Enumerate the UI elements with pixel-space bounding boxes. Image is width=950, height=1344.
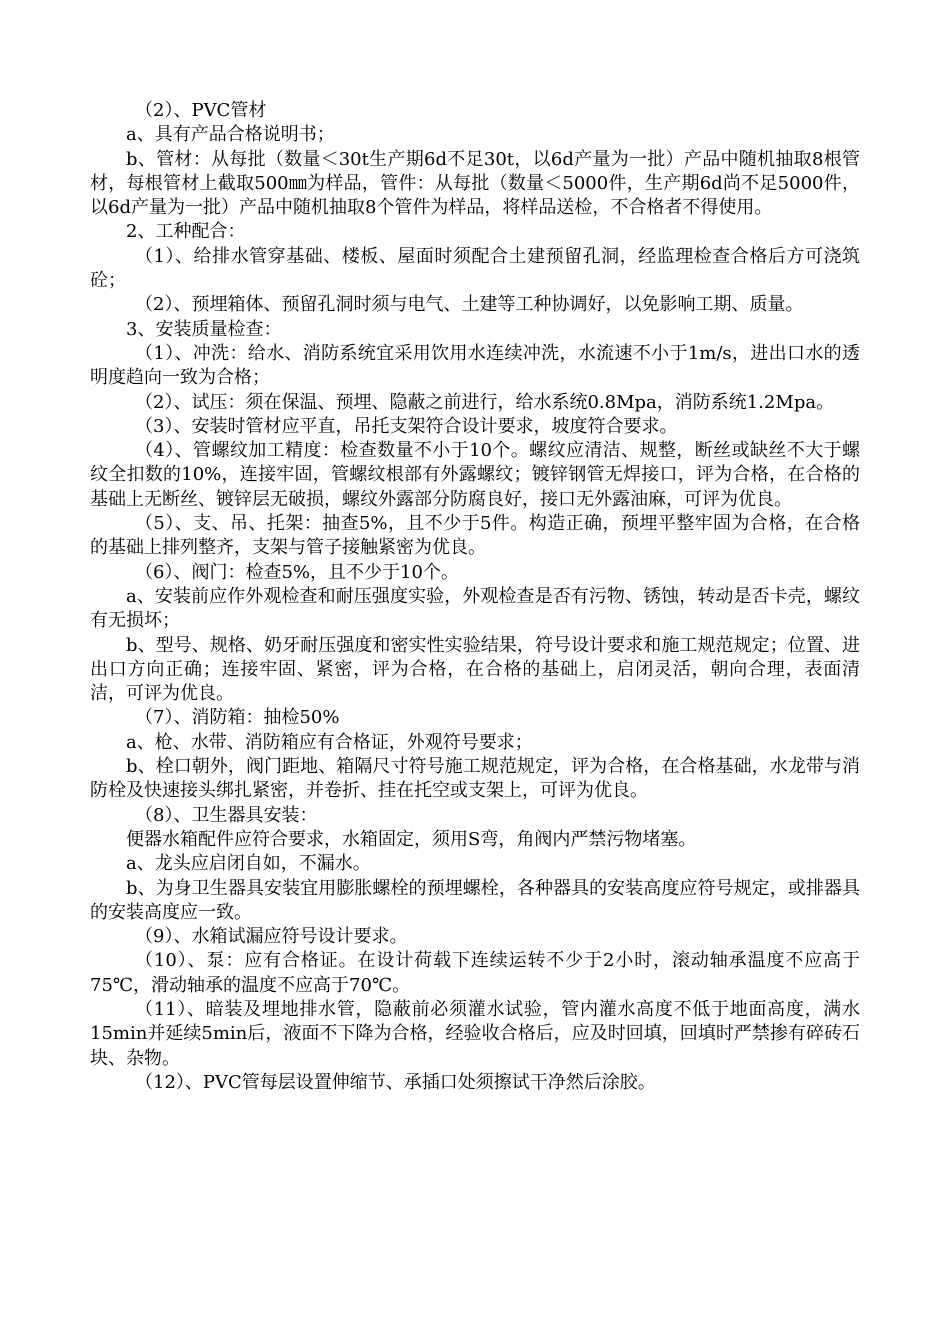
paragraph: （12）、PVC管每层设置伸缩节、承插口处须擦试干净然后涂胶。 <box>135 1071 656 1093</box>
paragraph: （9）、水箱试漏应符号设计要求。 <box>135 926 408 948</box>
paragraph: 2、工种配合： <box>126 221 246 243</box>
paragraph: （2）、预埋箱体、预留孔洞时须与电气、土建等工种协调好，以免影响工期、质量。 <box>135 294 804 316</box>
paragraph: 便器水箱配件应符合要求，水箱固定，须用S弯，角阀内严禁污物堵塞。 <box>126 828 697 850</box>
document-body <box>90 99 860 1095</box>
paragraph: b、为身卫生器具安装宜用膨胀螺栓的预埋螺栓，各种器具的安装高度应符号规定，或排器具的安装高度应一致。 <box>90 877 860 923</box>
paragraph: a、具有产品合格说明书； <box>126 124 335 146</box>
paragraph: （1）、冲洗：给水、消防系统宜采用饮用水连续冲洗，水流速不小于1m/s，进出口水的透明度趋向一致为合格； <box>90 342 860 389</box>
paragraph: （8）、卫生器具安装： <box>135 804 318 826</box>
paragraph: （7）、消防箱：抽检50% <box>135 707 340 729</box>
paragraph: （10）、泵：应有合格证。在设计荷载下连续运转不少于2小时，滚动轴承温度不应高于75℃，滑动轴承的温度不应高于70℃。 <box>90 950 860 996</box>
paragraph: b、栓口朝外，阀门距地、箱隔尺寸符号施工规范规定，评为合格，在合格基础，水龙带与消防栓及快速接头绑扎紧密，并卷折、挂在托空或支架上，可评为优良。 <box>90 756 860 802</box>
paragraph: （11）、暗装及埋地排水管，隐蔽前必须灌水试验，管内灌水高度不低于地面高度，满水15min并延续5min后，液面不下降为合格，经验收合格后，应及时回填，回填时严禁掺有碎砖石块、杂物。 <box>90 998 860 1069</box>
paragraph: b、管材：从每批（数量＜30t生产期6d不足30t，以6d产量为一批）产品中随机抽取8根管材，每根管材上截取500㎜为样品，管件：从每批（数量＜5000件，生产期6d尚不足5000件，以6d产量为一批）产品中随机抽取8个管件为样品，将样品送检，不合格者不得使用。 <box>90 148 860 219</box>
paragraph: （2）、试压：须在保温、预埋、隐蔽之前进行，给水系统0.8Mpa，消防系统1.2Mpa。 <box>135 391 835 413</box>
paragraph: a、龙头应启闭自如，不漏水。 <box>126 853 371 875</box>
paragraph: b、型号、规格、奶牙耐压强度和密实性实验结果，符号设计要求和施工规范规定；位置、进出口方向正确；连接牢固、紧密，评为合格，在合格的基础上，启闭灵活，朝向合理，表面清洁，可评为优良。 <box>90 634 860 705</box>
paragraph: （1）、给排水管穿基础、楼板、屋面时须配合土建预留孔洞，经监理检查合格后方可浇筑砼； <box>90 245 860 292</box>
paragraph: （3）、安装时管材应平直，吊托支架符合设计要求，坡度符合要求。 <box>135 415 678 437</box>
paragraph: a、安装前应作外观检查和耐压强度实验，外观检查是否有污物、锈蚀，转动是否卡壳，螺纹有无损坏； <box>90 585 860 632</box>
paragraph: （6）、阀门：检查5%，且不少于10个。 <box>135 561 459 583</box>
paragraph: 3、安装质量检查： <box>126 318 282 340</box>
paragraph: （4）、管螺纹加工精度：检查数量不小于10个。螺纹应清洁、规整，断丝或缺丝不大于螺纹全扣数的10%，连接牢固，管螺纹根部有外露螺纹；镀锌钢管无焊接口，评为合格，在合格的基础上无断丝、镀锌层无破损，螺纹外露部分防腐良好，接口无外露油麻，可评为优良。 <box>90 440 860 510</box>
paragraph: （5）、支、吊、托架：抽查5%，且不少于5件。构造正确，预埋平整牢固为合格，在合格的基础上排列整齐，支架与管子接触紧密为优良。 <box>90 513 860 559</box>
paragraph: （2）、PVC管材 <box>135 100 267 121</box>
paragraph: a、枪、水带、消防箱应有合格证，外观符号要求； <box>126 731 533 753</box>
